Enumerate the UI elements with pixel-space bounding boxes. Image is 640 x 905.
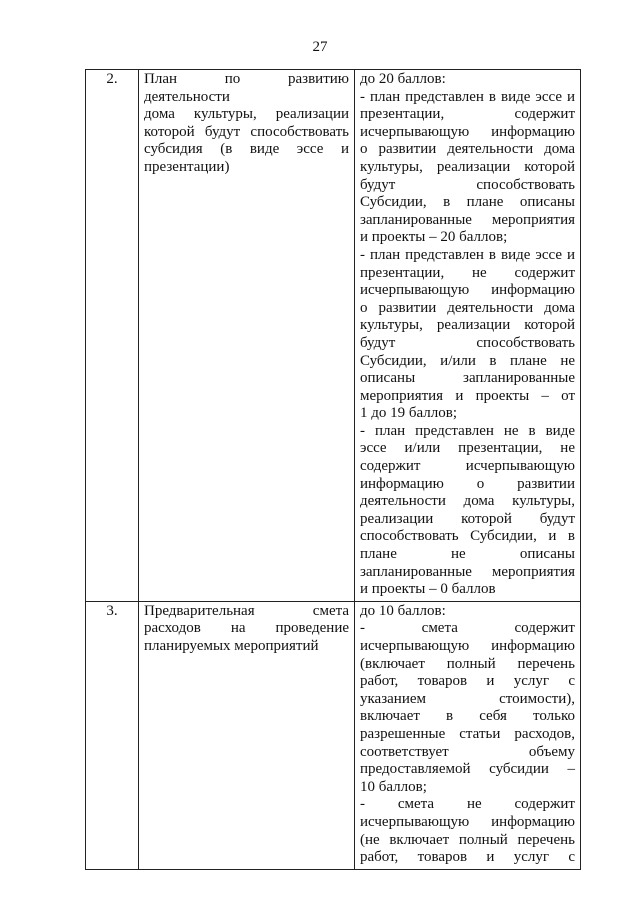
criterion-line: План по развитию деятельности	[144, 71, 349, 105]
scoring-line: (включает полный перечень	[360, 655, 575, 672]
scoring-line: будут способствовать	[360, 176, 575, 193]
scoring-line: эссе и/или презентации, не	[360, 440, 575, 457]
scoring-line: плане не описаны	[360, 546, 575, 563]
scoring-line: - смета содержит	[360, 620, 575, 637]
criterion-cell	[139, 70, 355, 602]
scoring-line: запланированные мероприятия	[360, 211, 575, 228]
criterion-line: которой будут способствовать	[144, 123, 349, 140]
scoring-line: мероприятия и проекты – от	[360, 387, 575, 404]
scoring-line: 1 до 19 баллов;	[360, 405, 458, 422]
scoring-line: до 20 баллов:	[360, 71, 446, 87]
criterion-line: расходов на проведение	[144, 620, 349, 637]
scoring-line: указанием стоимости),	[360, 690, 575, 707]
scoring-cell	[355, 601, 581, 869]
scoring-cell	[355, 70, 581, 602]
criterion-line: планируемых мероприятий	[144, 638, 319, 654]
scoring-line: включает в себя только	[360, 708, 575, 725]
scoring-line: презентации, содержит	[360, 106, 575, 123]
criteria-table	[85, 69, 581, 870]
row-number: 3.	[86, 601, 139, 869]
scoring-line: будут способствовать	[360, 334, 575, 351]
scoring-line: работ, товаров и услуг с	[360, 849, 575, 866]
scoring-line: Субсидии, в плане описаны	[360, 194, 575, 211]
page-number: 27	[312, 39, 328, 55]
scoring-line: исчерпывающую информацию	[360, 813, 575, 830]
scoring-line: о развитии деятельности дома	[360, 299, 575, 316]
scoring-line: Субсидии, и/или в плане не	[360, 352, 575, 369]
scoring-line: деятельности дома культуры,	[360, 493, 575, 510]
scoring-line: предоставляемой субсидии –	[360, 761, 575, 778]
scoring-line: исчерпывающую информацию	[360, 638, 575, 654]
scoring-line: информацию о развитии	[360, 475, 575, 492]
table-row	[86, 70, 581, 602]
scoring-line: и проекты – 20 баллов;	[360, 229, 508, 246]
scoring-line: - план представлен в виде эссе и	[360, 246, 575, 263]
scoring-line: исчерпывающую информацию	[360, 282, 575, 299]
scoring-line: разрешенные статьи расходов,	[360, 725, 575, 742]
scoring-line: содержит исчерпывающую	[360, 458, 575, 475]
criterion-line: презентации)	[144, 158, 230, 175]
scoring-line: исчерпывающую информацию	[360, 123, 575, 140]
criterion-cell	[139, 601, 355, 869]
scoring-line: работ, товаров и услуг с	[360, 673, 575, 690]
criterion-line: Предварительная смета	[144, 602, 349, 619]
scoring-line: культуры, реализации которой	[360, 158, 575, 175]
scoring-line: способствовать Субсидии, и в	[360, 528, 575, 545]
row-number: 2.	[86, 70, 139, 602]
criterion-line: дома культуры, реализации	[144, 106, 349, 123]
table-row	[86, 601, 581, 869]
scoring-line: - план представлен в виде эссе и	[360, 88, 575, 105]
scoring-line: о развитии деятельности дома	[360, 141, 575, 158]
criterion-line: субсидия (в виде эссе и	[144, 141, 349, 158]
scoring-line: и проекты – 0 баллов	[360, 581, 496, 598]
scoring-line: - смета не содержит	[360, 796, 575, 813]
scoring-line: (не включает полный перечень	[360, 831, 575, 848]
scoring-line: презентации, не содержит	[360, 264, 575, 281]
scoring-line: до 10 баллов:	[360, 602, 446, 619]
scoring-line: - план представлен не в виде	[360, 422, 575, 439]
scoring-line: реализации которой будут	[360, 510, 575, 527]
scoring-line: запланированные мероприятия	[360, 563, 575, 580]
scoring-line: соответствует объему	[360, 743, 575, 760]
scoring-line: культуры, реализации которой	[360, 317, 575, 334]
scoring-line: описаны запланированные	[360, 370, 575, 387]
scoring-line: 10 баллов;	[360, 778, 427, 795]
